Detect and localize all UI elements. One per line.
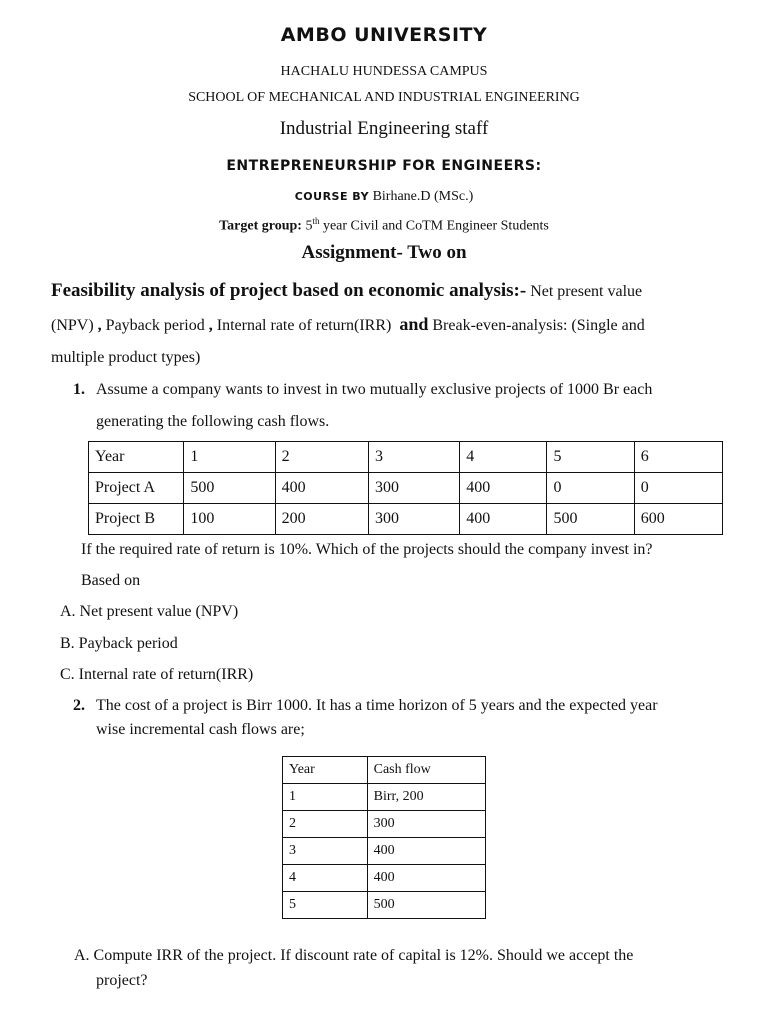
table-cell: 300 <box>368 473 459 504</box>
table-cell: Project A <box>89 473 184 504</box>
target-group-sup: th <box>312 216 320 226</box>
q1-option-c: C. Internal rate of return(IRR) <box>60 666 254 683</box>
table-cell: 0 <box>547 473 634 504</box>
table-cell: 2 <box>275 442 368 473</box>
assignment-title: Assignment- Two on <box>301 242 467 263</box>
table-cell: 200 <box>275 504 368 535</box>
intro-irr: Internal rate of return(IRR) <box>216 317 392 334</box>
table-row <box>283 865 486 892</box>
table-header-row <box>283 757 486 784</box>
q1-text-line-1: Assume a company wants to invest in two mutually exclusive projects of 1000 Br each <box>96 381 653 398</box>
target-group-text: year Civil and CoTM Engineer Students <box>319 218 549 234</box>
table-cell: 6 <box>634 442 722 473</box>
q2-text-line-2: wise incremental cash flows are; <box>96 721 305 738</box>
table-cell: 400 <box>460 473 547 504</box>
table-row <box>89 473 723 504</box>
intro-bold-title: Feasibility analysis of project based on economic analysis:- <box>51 280 527 301</box>
table-cell: 2 <box>283 811 368 838</box>
course-title: ENTREPRENEURSHIP FOR ENGINEERS: <box>226 158 542 174</box>
q2-text-line-1: The cost of a project is Birr 1000. It has a time horizon of 5 years and the expected year <box>96 697 658 714</box>
table-cell: 1 <box>184 442 275 473</box>
table-cell: 400 <box>460 504 547 535</box>
table-cell: 500 <box>367 892 485 919</box>
table-cell: 5 <box>547 442 634 473</box>
q2-part-a-line-2: project? <box>96 972 148 989</box>
table-cell: Project B <box>89 504 184 535</box>
q2-number: 2. <box>73 697 85 714</box>
table-cell: Year <box>283 757 368 784</box>
table-cell: Cash flow <box>367 757 485 784</box>
table-cell: Year <box>89 442 184 473</box>
campus-name: HACHALU HUNDESSA CAMPUS <box>280 64 488 79</box>
q2-part-a-line-1: A. Compute IRR of the project. If discount rate of capital is 12%. Should we accept the <box>74 947 634 964</box>
table-cell: 400 <box>275 473 368 504</box>
q1-option-a: A. Net present value (NPV) <box>60 603 239 620</box>
table-row <box>283 892 486 919</box>
table-cell: 400 <box>367 838 485 865</box>
course-by-name: Birhane.D (MSc.) <box>369 189 474 204</box>
table-row <box>89 504 723 535</box>
table-cell: 300 <box>368 504 459 535</box>
table-cell: 3 <box>368 442 459 473</box>
table-cell: Birr, 200 <box>367 784 485 811</box>
table-header-row <box>89 442 723 473</box>
university-name: AMBO UNIVERSITY <box>280 24 488 46</box>
table-row <box>283 784 486 811</box>
q2-cash-flow-table <box>282 756 486 919</box>
intro-npv-a: Net present value <box>526 283 643 300</box>
q1-text-line-2: generating the following cash flows. <box>96 413 330 430</box>
intro-payback: Payback period <box>105 317 205 334</box>
table-cell: 5 <box>283 892 368 919</box>
table-cell: 300 <box>367 811 485 838</box>
table-row <box>283 838 486 865</box>
table-cell: 4 <box>283 865 368 892</box>
intro-and: and <box>399 314 429 334</box>
staff-line: Industrial Engineering staff <box>279 118 489 139</box>
intro-sep: , <box>204 317 217 334</box>
table-cell: 4 <box>460 442 547 473</box>
q1-option-b: B. Payback period <box>60 635 178 652</box>
table-cell: 500 <box>184 473 275 504</box>
table-row <box>283 811 486 838</box>
target-group-number: 5 <box>301 218 313 234</box>
intro-npv-b: (NPV) <box>51 317 94 334</box>
table-cell: 600 <box>634 504 722 535</box>
target-group-line <box>0 216 768 235</box>
course-by-label: COURSE BY <box>294 190 370 203</box>
table-cell: 3 <box>283 838 368 865</box>
table-cell: 500 <box>547 504 634 535</box>
q1-cash-flow-table <box>88 441 723 535</box>
intro-line-1 <box>51 280 642 302</box>
q1-number: 1. <box>73 381 85 398</box>
school-name: SCHOOL OF MECHANICAL AND INDUSTRIAL ENGINEERING <box>188 90 580 105</box>
course-by-line <box>0 189 768 205</box>
intro-sep: , <box>93 317 106 334</box>
target-group-label: Target group: <box>219 218 302 234</box>
table-cell: 0 <box>634 473 722 504</box>
q1-question-line-2: Based on <box>81 572 141 589</box>
table-cell: 1 <box>283 784 368 811</box>
table-cell: 400 <box>367 865 485 892</box>
intro-bea: Break-even-analysis: (Single and <box>428 317 645 334</box>
intro-line-3: multiple product types) <box>51 349 201 366</box>
q1-question-line-1: If the required rate of return is 10%. Which of the projects should the company invest in? <box>81 541 653 558</box>
intro-line-2 <box>51 314 645 335</box>
table-cell: 100 <box>184 504 275 535</box>
